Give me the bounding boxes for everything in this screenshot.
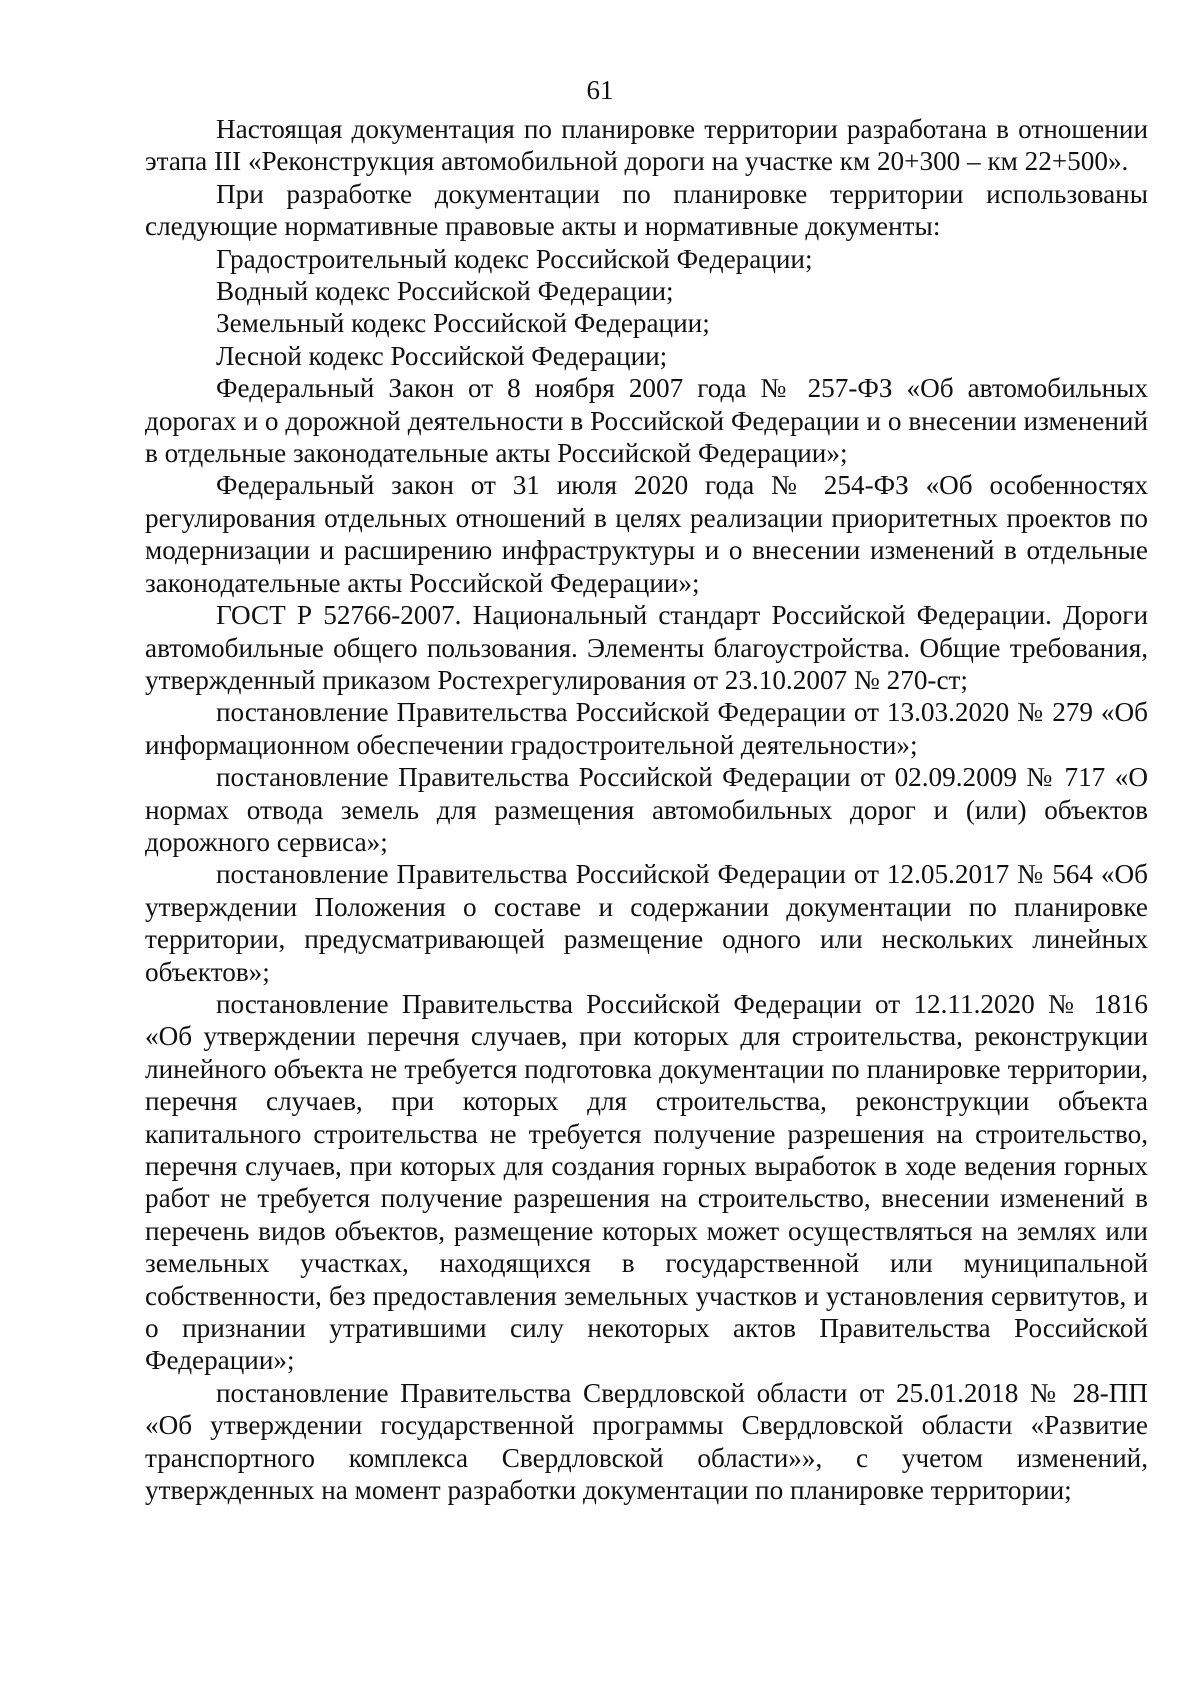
page-number: 61 bbox=[586, 75, 614, 105]
list-item: Федеральный закон от 31 июля 2020 года № 254-ФЗ «Об особенностях регулирования отдельных отношений в целях реализации приоритетных проектов по модернизации и расширению инфраструктуры и о внесении изменений в отдельные законодательные акты Российской Федерации»; bbox=[145, 470, 1148, 598]
list-item: Федеральный Закон от 8 ноября 2007 года № 257-ФЗ «Об автомобильных дорогах и о дорожной деятельности в Российской Федерации и о внесении изменений в отдельные законодательные акты Российской Федерации»; bbox=[145, 373, 1148, 469]
list-item: постановление Правительства Российской Федерации от 12.05.2017 № 564 «Об утверждении Положения о составе и содержании документации по планировке территории, предусматривающей размещение одного или нескольких линейных объектов»; bbox=[145, 859, 1148, 987]
list-item: постановление Правительства Российской Федерации от 12.11.2020 № 1816 «Об утверждении перечня случаев, при которых для строительства, реконструкции линейного объекта не требуется подготовка документации по планировке территории, перечня случаев, при которых для строительства, реконструкции объекта капитального строительства не требуется получение разрешения на строительство, перечня случаев, при которых для создания горных выработок в ходе ведения горных работ не требуется получение разрешения на строительство, внесении изменений в перечень видов объектов, размещение которых может осуществляться на землях или земельных участках, находящихся в государственной или муниципальной собственности, без предоставления земельных участков и установления сервитутов, и о признании утратившими силу некоторых актов Правительства Российской Федерации»; bbox=[145, 988, 1148, 1376]
list-item: Земельный кодекс Российской Федерации; bbox=[216, 308, 710, 339]
list-item: постановление Правительства Российской Федерации от 02.09.2009 № 717 «О нормах отвода земель для размещения автомобильных дорог и (или) объектов дорожного сервиса»; bbox=[145, 762, 1148, 857]
document-body bbox=[145, 113, 1148, 1506]
paragraph-intro: Настоящая документация по планировке территории разработана в отношении этапа III «Реконструкция автомобильной дороги на участке км 20+300 – км 22+500». bbox=[145, 114, 1148, 177]
list-item: Лесной кодекс Российской Федерации; bbox=[216, 340, 668, 371]
list-item: ГОСТ Р 52766-2007. Национальный стандарт Российской Федерации. Дороги автомобильные общего пользования. Элементы благоустройства. Общие требования, утвержденный приказом Ростехрегулирования от 23.10.2007 № 270-ст; bbox=[145, 600, 1148, 695]
list-item: Градостроительный кодекс Российской Федерации; bbox=[216, 243, 813, 274]
list-item: постановление Правительства Свердловской области от 25.01.2018 № 28-ПП «Об утверждении государственной программы Свердловской области «Развитие транспортного комплекса Свердловской области»», с учетом изменений, утвержденных на момент разработки документации по планировке территории; bbox=[145, 1377, 1148, 1506]
paragraph-normative-intro: При разработке документации по планировке территории использованы следующие нормативные правовые акты и нормативные документы: bbox=[145, 178, 1148, 242]
list-item: Водный кодекс Российской Федерации; bbox=[216, 276, 674, 307]
list-item: постановление Правительства Российской Федерации от 13.03.2020 № 279 «Об информационном обеспечении градостроительной деятельности»; bbox=[145, 697, 1148, 760]
